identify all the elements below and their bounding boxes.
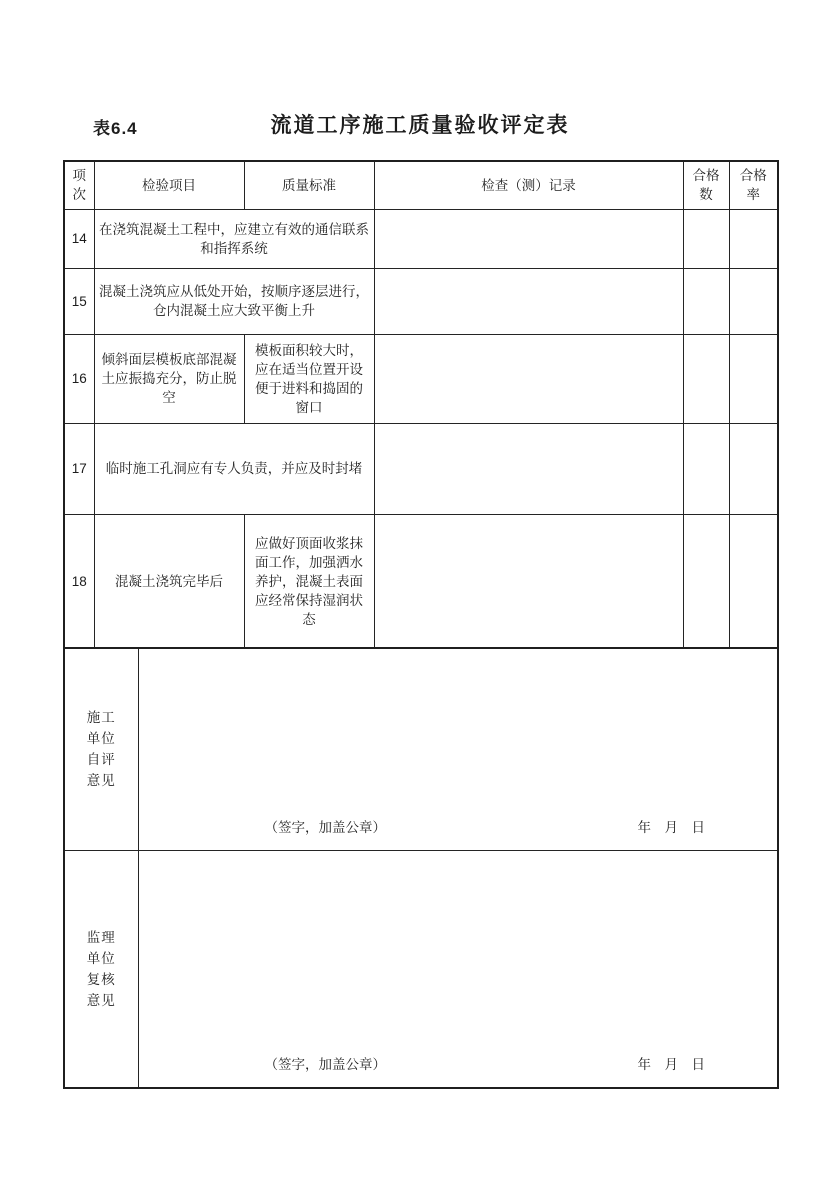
inspection-table bbox=[63, 160, 779, 649]
inspection-record-cell bbox=[374, 209, 683, 268]
date-placeholder: 年 月 日 bbox=[637, 1056, 705, 1072]
inspection-record-cell bbox=[374, 514, 683, 648]
pass-rate-cell bbox=[729, 209, 778, 268]
col-header-inspection-item: 检验项目 bbox=[94, 161, 244, 209]
supervisor-review-label: 监理单位复核意见 bbox=[86, 929, 116, 1008]
row-number-cell: 14 bbox=[64, 209, 94, 268]
signature-note: （签字，加盖公章） bbox=[264, 1056, 386, 1072]
col-header-inspection-record: 检查（测）记录 bbox=[374, 161, 683, 209]
table-row-14 bbox=[64, 209, 778, 268]
page-title: 流道工序施工质量验收评定表 bbox=[270, 114, 570, 137]
col-header-quality-standard: 质量标准 bbox=[244, 161, 374, 209]
row-number-cell: 17 bbox=[64, 423, 94, 514]
quality-standard-cell: 应做好顶面收浆抹面工作，加强洒水养护，混凝土表面应经常保持湿润状态 bbox=[244, 514, 374, 648]
contractor-opinion-area bbox=[138, 648, 778, 851]
inspection-item-cell: 在浇筑混凝土工程中，应建立有效的通信联系和指挥系统 bbox=[94, 209, 374, 268]
table-row-17 bbox=[64, 423, 778, 514]
contractor-self-evaluation-section bbox=[64, 648, 778, 851]
section-label-cell bbox=[64, 648, 138, 851]
supervisor-review-section bbox=[64, 851, 778, 1088]
table-row-15 bbox=[64, 268, 778, 334]
title-row bbox=[63, 110, 777, 142]
signature-line bbox=[139, 818, 778, 838]
row-number-cell: 16 bbox=[64, 334, 94, 423]
qualified-count-cell bbox=[683, 268, 729, 334]
table-row-16 bbox=[64, 334, 778, 423]
table-number: 表6.4 bbox=[93, 119, 138, 138]
pass-rate-cell bbox=[729, 334, 778, 423]
qualified-count-cell bbox=[683, 423, 729, 514]
row-number-cell: 15 bbox=[64, 268, 94, 334]
qualified-count-cell bbox=[683, 334, 729, 423]
quality-standard-cell: 模板面积较大时，应在适当位置开设便于进料和捣固的窗口 bbox=[244, 334, 374, 423]
opinion-sections-table bbox=[63, 647, 779, 1089]
inspection-item-cell: 倾斜面层模板底部混凝土应振捣充分，防止脱空 bbox=[94, 334, 244, 423]
table-container bbox=[63, 160, 777, 1089]
table-row-18 bbox=[64, 514, 778, 648]
row-number-cell: 18 bbox=[64, 514, 94, 648]
qualified-count-cell bbox=[683, 209, 729, 268]
signature-line bbox=[139, 1055, 778, 1075]
inspection-record-cell bbox=[374, 334, 683, 423]
header-row bbox=[64, 161, 778, 209]
inspection-item-cell: 混凝土浇筑完毕后 bbox=[94, 514, 244, 648]
inspection-record-cell bbox=[374, 423, 683, 514]
col-header-qualified-count: 合格数 bbox=[683, 161, 729, 209]
date-placeholder: 年 月 日 bbox=[637, 820, 705, 835]
contractor-self-evaluation-label: 施工单位自评意见 bbox=[86, 710, 116, 789]
pass-rate-cell bbox=[729, 423, 778, 514]
col-header-item-no: 项次 bbox=[64, 161, 94, 209]
inspection-item-cell: 混凝土浇筑应从低处开始，按顺序逐层进行，仓内混凝土应大致平衡上升 bbox=[94, 268, 374, 334]
inspection-record-cell bbox=[374, 268, 683, 334]
supervisor-opinion-area bbox=[138, 851, 778, 1088]
signature-note: （签字，加盖公章） bbox=[264, 820, 386, 835]
inspection-item-cell: 临时施工孔洞应有专人负责，并应及时封堵 bbox=[94, 423, 374, 514]
pass-rate-cell bbox=[729, 268, 778, 334]
section-label-cell bbox=[64, 851, 138, 1088]
qualified-count-cell bbox=[683, 514, 729, 648]
pass-rate-cell bbox=[729, 514, 778, 648]
col-header-pass-rate: 合格率 bbox=[729, 161, 778, 209]
